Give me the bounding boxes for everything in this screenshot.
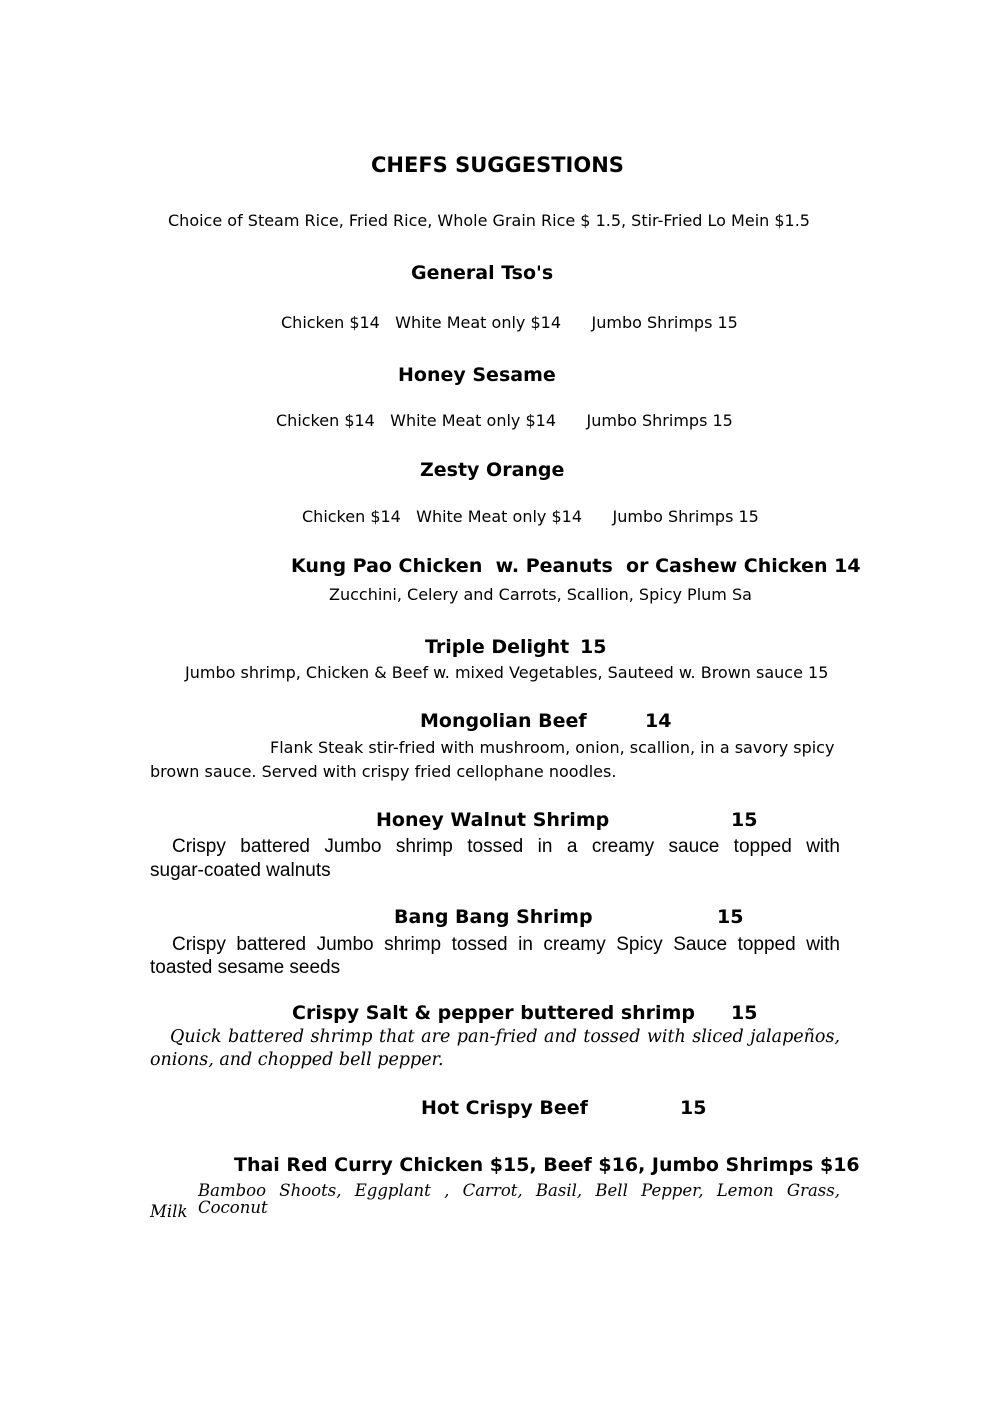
item-name: Honey Sesame: [398, 364, 556, 386]
item-name: Kung Pao Chicken w. Peanuts or Cashew Chicken 14: [291, 555, 861, 577]
item-name: Honey Walnut Shrimp: [376, 809, 610, 831]
rice-note: Choice of Steam Rice, Fried Rice, Whole Grain Rice $ 1.5, Stir-Fried Lo Mein $1.5: [168, 211, 810, 230]
item-description-line-1: Crispy battered Jumbo shrimp tossed in a creamy sauce topped with: [172, 836, 840, 857]
item-name: General Tso's: [411, 262, 554, 284]
item-price: 15: [731, 809, 758, 831]
item-name: Crispy Salt & pepper buttered shrimp: [292, 1002, 695, 1024]
item-name: Mongolian Beef: [420, 710, 587, 732]
item-description: Zucchini, Celery and Carrots, Scallion, Spicy Plum Sa: [329, 585, 752, 604]
page-title: CHEFS SUGGESTIONS: [371, 153, 624, 177]
item-price: 15: [717, 906, 744, 928]
item-price: 15: [680, 1097, 707, 1119]
item-name: Thai Red Curry Chicken $15, Beef $16, Jumbo Shrimps $16: [234, 1154, 860, 1176]
item-price: 14: [645, 710, 672, 732]
item-description-line-1: Crispy battered Jumbo shrimp tossed in creamy Spicy Sauce topped with: [172, 934, 840, 955]
item-name: Bang Bang Shrimp: [394, 906, 593, 928]
item-name: Triple Delight: [425, 636, 570, 658]
item-description-line-2: Milk: [150, 1202, 188, 1221]
item-options: Chicken $14 White Meat only $14 Jumbo Shrimps 15: [281, 313, 738, 332]
item-description-line-2: onions, and chopped bell pepper.: [150, 1050, 444, 1070]
item-price: 15: [580, 636, 607, 658]
item-options: Chicken $14 White Meat only $14 Jumbo Shrimps 15: [276, 411, 733, 430]
item-price: 15: [731, 1002, 758, 1024]
item-name: Hot Crispy Beef: [421, 1097, 588, 1119]
item-options: Chicken $14 White Meat only $14 Jumbo Shrimps 15: [302, 507, 759, 526]
item-description-line-1: Quick battered shrimp that are pan-fried and tossed with sliced jalapeños,: [170, 1027, 840, 1047]
item-description-line-1: Flank Steak stir-fried with mushroom, onion, scallion, in a savory spicy: [270, 738, 835, 757]
item-name: Zesty Orange: [420, 459, 565, 481]
item-description-line-2: sugar-coated walnuts: [150, 860, 331, 881]
item-description-line-2: brown sauce. Served with crispy fried cellophane noodles.: [150, 762, 617, 781]
item-description-line-1: Bamboo Shoots, Eggplant , Carrot, Basil, Bell Pepper, Lemon Grass, Coconut: [198, 1181, 840, 1217]
item-description: Jumbo shrimp, Chicken & Beef w. mixed Vegetables, Sauteed w. Brown sauce 15: [185, 663, 829, 682]
item-description-line-2: toasted sesame seeds: [150, 957, 341, 978]
